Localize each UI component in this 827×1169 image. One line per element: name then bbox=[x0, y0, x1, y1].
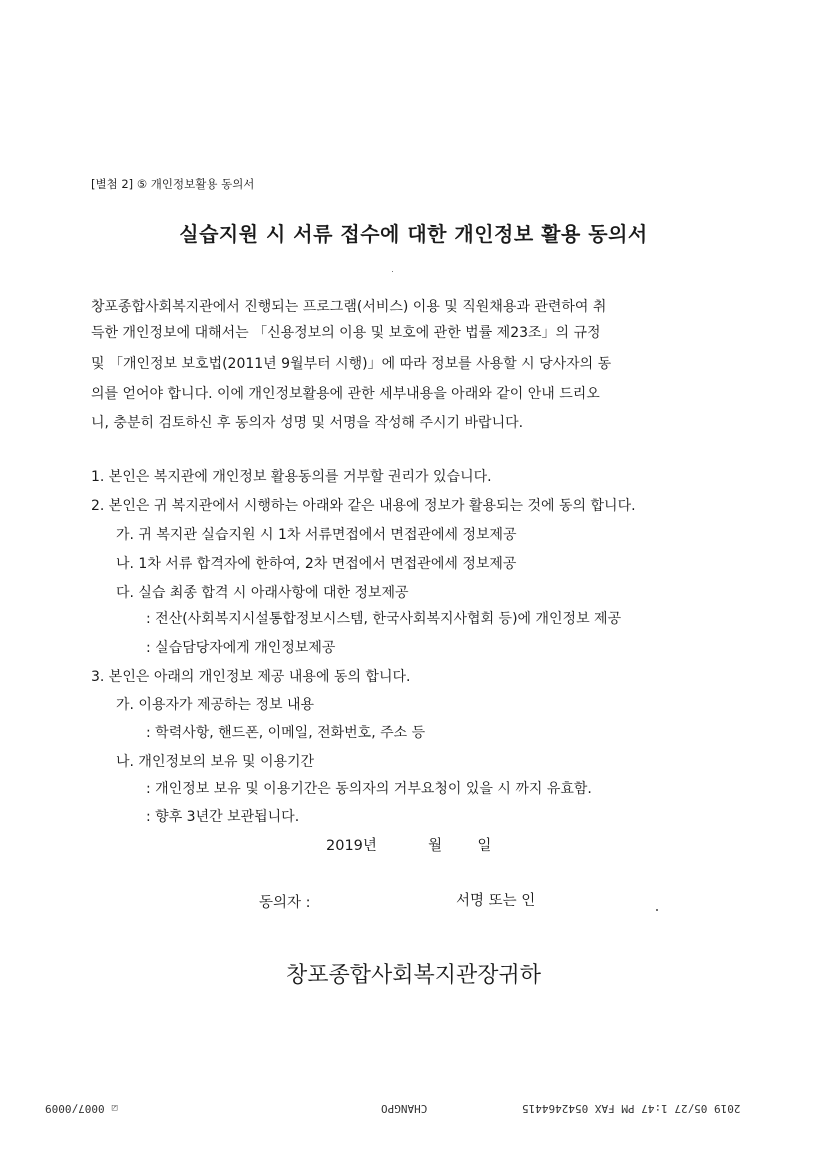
date-month: 월 bbox=[428, 838, 443, 854]
consent-name-label: 동의자 : bbox=[259, 895, 311, 911]
fax-sender: CHANGPO bbox=[381, 1102, 428, 1115]
intro-line: 및 「개인정보 보호법(2011년 9월부터 시행)」에 따라 정보를 사용할 시 당사자의 동 bbox=[91, 356, 612, 372]
date-line bbox=[326, 834, 491, 855]
clause-2-c-detail: : 전산(사회복지시설통합정보시스템, 한국사회복지사협회 등)에 개인정보 제공 bbox=[146, 611, 622, 627]
clause-3: 3. 본인은 아래의 개인정보 제공 내용에 동의 합니다. bbox=[91, 669, 411, 685]
clause-3-b-detail: : 향후 3년간 보관됩니다. bbox=[146, 809, 300, 825]
fax-page-count: ☑ 0007/0009 bbox=[45, 1102, 118, 1115]
signature-label: 서명 또는 인 bbox=[456, 893, 536, 909]
date-day: 일 bbox=[477, 838, 492, 854]
clause-2: 2. 본인은 귀 복지관에서 시행하는 아래와 같은 내용에 정보가 활용되는 것에 동의 합니다. bbox=[91, 498, 636, 514]
intro-line: 창포종합사회복지관에서 진행되는 프로그램(서비스) 이용 및 직원채용과 관련하여 취 bbox=[91, 299, 607, 315]
clause-2-b: 나. 1차 서류 합격자에 한하여, 2차 면접에서 면접관에세 정보제공 bbox=[116, 556, 517, 572]
annex-label: [별첨 2] ⑤ 개인정보활용 동의서 bbox=[91, 177, 255, 191]
recipient-line: 창포종합사회복지관장귀하 bbox=[285, 963, 542, 988]
scan-speck bbox=[656, 909, 658, 911]
clause-3-b-detail: : 개인정보 보유 및 이용기간은 동의자의 거부요청이 있을 시 까지 유효함. bbox=[146, 781, 592, 797]
intro-line: 득한 개인정보에 대해서는 「신용정보의 이용 및 보호에 관한 법률 제23조」의 규정 bbox=[91, 325, 601, 341]
intro-line: 의를 얻어야 합니다. 이에 개인정보활용에 관한 세부내용을 아래와 같이 안내 드리오 bbox=[91, 386, 600, 402]
fax-timestamp: 2019 05/27 1:47 PM FAX 0542464415 bbox=[522, 1102, 741, 1115]
clause-3-a-detail: : 학력사항, 핸드폰, 이메일, 전화번호, 주소 등 bbox=[146, 725, 426, 741]
document-title: 실습지원 시 서류 접수에 대한 개인정보 활용 동의서 bbox=[179, 222, 648, 246]
date-year: 2019년 bbox=[326, 838, 377, 854]
clause-3-b: 나. 개인정보의 보유 및 이용기간 bbox=[116, 754, 315, 770]
clause-2-a: 가. 귀 복지관 실습지원 시 1차 서류면접에서 면접관에세 정보제공 bbox=[116, 527, 517, 543]
clause-2-c: 다. 실습 최종 합격 시 아래사항에 대한 정보제공 bbox=[116, 585, 409, 601]
clause-3-a: 가. 이용자가 제공하는 정보 내용 bbox=[116, 697, 315, 713]
clause-1: 1. 본인은 복지관에 개인정보 활용동의를 거부할 권리가 있습니다. bbox=[91, 469, 492, 485]
scan-speck bbox=[392, 271, 393, 272]
clause-2-c-detail: : 실습담당자에게 개인정보제공 bbox=[146, 640, 336, 656]
intro-line: 니, 충분히 검토하신 후 동의자 성명 및 서명을 작성해 주시기 바랍니다. bbox=[91, 415, 524, 431]
